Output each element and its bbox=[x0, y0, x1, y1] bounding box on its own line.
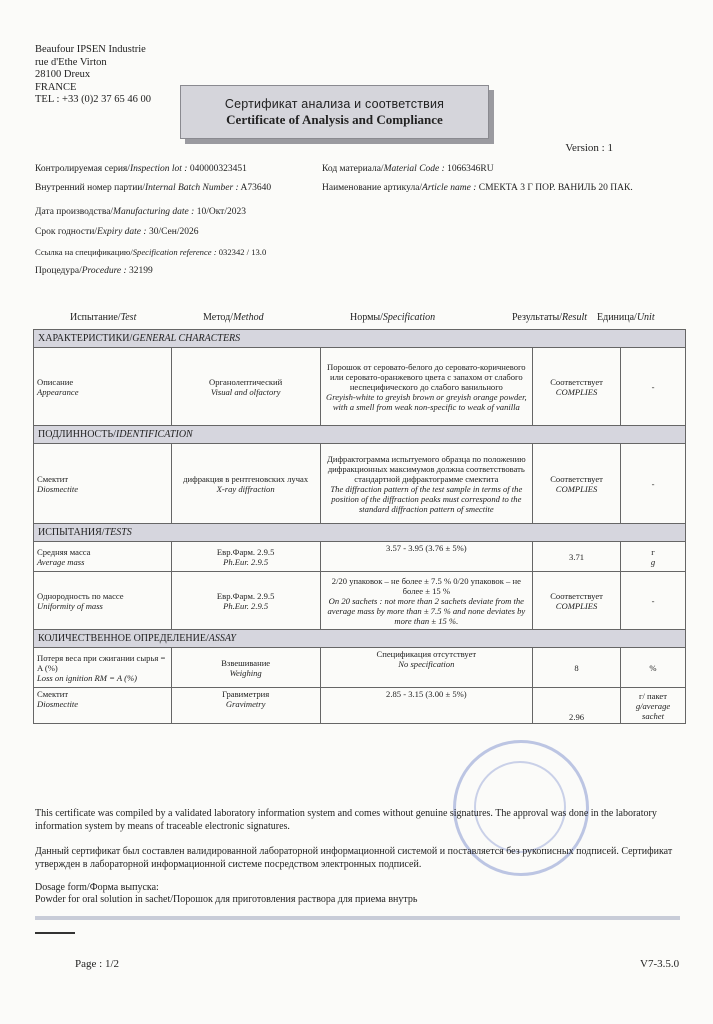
batch-number-value: A73640 bbox=[240, 183, 272, 193]
manufacturing-date-value: 10/Окт/2023 bbox=[196, 207, 246, 217]
procedure-value: 32199 bbox=[129, 266, 153, 276]
note-en: This certificate was compiled by a validated laboratory information system and comes without genuine signatures. The approval was done in the laboratory information system by means of traceable electronic signatures. bbox=[35, 808, 657, 832]
inspection-lot: Контролируемая серия/Inspection lot : 040000323451 bbox=[35, 164, 247, 174]
header-unit: Единица/Unit bbox=[597, 312, 655, 323]
table-row: Смектит Diosmectite дифракция в рентгеновских лучах X-ray diffraction Дифрактограмма испытуемого образца по положению дифракционных максимумов должна соответствовать стандартной дифрактограмме смектита The diffraction pattern of the test sample in terms of the position of the diffraction peaks must correspond to the standard diffraction pattern of smectite Соответствует COMPLIES - bbox=[34, 444, 686, 524]
company-street: rue d'Ethe Virton bbox=[35, 56, 107, 68]
specification-reference-value: 032342 / 13.0 bbox=[218, 247, 267, 257]
article-name: Наименование артикула/Article name : СМЕКТА 3 Г ПОР. ВАНИЛЬ 20 ПАК. bbox=[322, 183, 633, 193]
results-table bbox=[33, 329, 686, 724]
article-name-value: СМЕКТА 3 Г ПОР. ВАНИЛЬ 20 ПАК. bbox=[478, 183, 633, 193]
page-number: Page : 1/2 bbox=[75, 958, 119, 970]
section-general: ХАРАКТЕРИСТИКИ/GENERAL CHARACTERS bbox=[34, 330, 686, 348]
section-identification: ПОДЛИННОСТЬ/IDENTIFICATION bbox=[34, 426, 686, 444]
expiry-date-value: 30/Сен/2026 bbox=[148, 227, 199, 237]
table-row: Смектит Diosmectite Гравиметрия Gravimetry 2.85 - 3.15 (3.00 ± 5%) 2.96 г/ пакет g/average sachet bbox=[34, 688, 686, 724]
note-ru: Данный сертификат был составлен валидированной лабораторной информационной системой и поставляется без рукописных подписей. Сертификат утвержден в лабораторной информационной системе посредством электронных подписей. bbox=[35, 846, 673, 870]
section-assay: КОЛИЧЕСТВЕННОЕ ОПРЕДЕЛЕНИЕ/ASSAY bbox=[34, 630, 686, 648]
title-ru: Сертификат анализа и соответствия bbox=[224, 97, 445, 111]
divider-line bbox=[35, 916, 680, 920]
company-tel: TEL : +33 (0)2 37 65 46 00 bbox=[35, 94, 152, 105]
dosage-form-label: Dosage form/Форма выпуска: bbox=[35, 882, 159, 893]
document-version: V7-3.5.0 bbox=[640, 958, 680, 970]
table-row: Однородность по массе Uniformity of mass Евр.Фарм. 2.9.5 Ph.Eur. 2.9.5 2/20 упаковок – не более ± 7.5 % 0/20 упаковок – не более ± 15 % On 20 sachets : not more than 2 sachets deviate from the average mass by more than ± 7.5 % and none deviates by more than ± 15 %. Соответствует COMPLIES - bbox=[34, 572, 686, 630]
short-divider bbox=[35, 932, 75, 934]
company-name: Beaufour IPSEN Industrie bbox=[35, 44, 146, 55]
company-city: 28100 Dreux bbox=[35, 69, 91, 80]
header-method: Метод/Method bbox=[203, 312, 264, 323]
version-label: Version : 1 bbox=[565, 142, 613, 154]
certificate-title bbox=[180, 85, 489, 139]
table-row: Потеря веса при сжигании сырья = A (%) Loss on ignition RM = A (%) Взвешивание Weighing Спецификация отсутствует No specification 8 % bbox=[34, 648, 686, 688]
material-code: Код материала/Material Code : 1066346RU bbox=[322, 164, 494, 174]
specification-reference: Ссылка на спецификацию/Specification reference : 032342 / 13.0 bbox=[35, 247, 267, 257]
title-en: Certificate of Analysis and Compliance bbox=[226, 112, 443, 127]
inspection-lot-value: 040000323451 bbox=[189, 164, 247, 174]
company-country: FRANCE bbox=[35, 81, 77, 93]
header-specification: Нормы/Specification bbox=[350, 312, 436, 323]
procedure: Процедура/Procedure : 32199 bbox=[35, 266, 153, 276]
table-row: Описание Appearance Органолептический Visual and olfactory Порошок от серовато-белого до серовато-коричневого или серовато-оранжевого цвета с запахом от слабого неспецифического до слабого ванильного Greyish-white to greyish brown or greyish orange powder, with a smell from weak non-specific to weak of vanilla Соответствует COMPLIES - bbox=[34, 348, 686, 426]
manufacturing-date: Дата производства/Manufacturing date : 10/Окт/2023 bbox=[35, 207, 246, 217]
section-tests: ИСПЫТАНИЯ/TESTS bbox=[34, 524, 686, 542]
batch-number: Внутренний номер партии/Internal Batch Number : A73640 bbox=[35, 183, 272, 193]
expiry-date: Срок годности/Expiry date : 30/Сен/2026 bbox=[35, 227, 199, 237]
company-address bbox=[35, 44, 151, 107]
header-test: Испытание/Test bbox=[70, 312, 137, 323]
dosage-form-value: Powder for oral solution in sachet/Порошок для приготовления раствора для приема внутрь bbox=[35, 894, 418, 905]
header-result: Результаты/Result bbox=[512, 312, 587, 323]
table-row: Средняя масса Average mass Евр.Фарм. 2.9.5 Ph.Eur. 2.9.5 3.57 - 3.95 (3.76 ± 5%) 3.71 г g bbox=[34, 542, 686, 572]
material-code-value: 1066346RU bbox=[447, 164, 494, 174]
